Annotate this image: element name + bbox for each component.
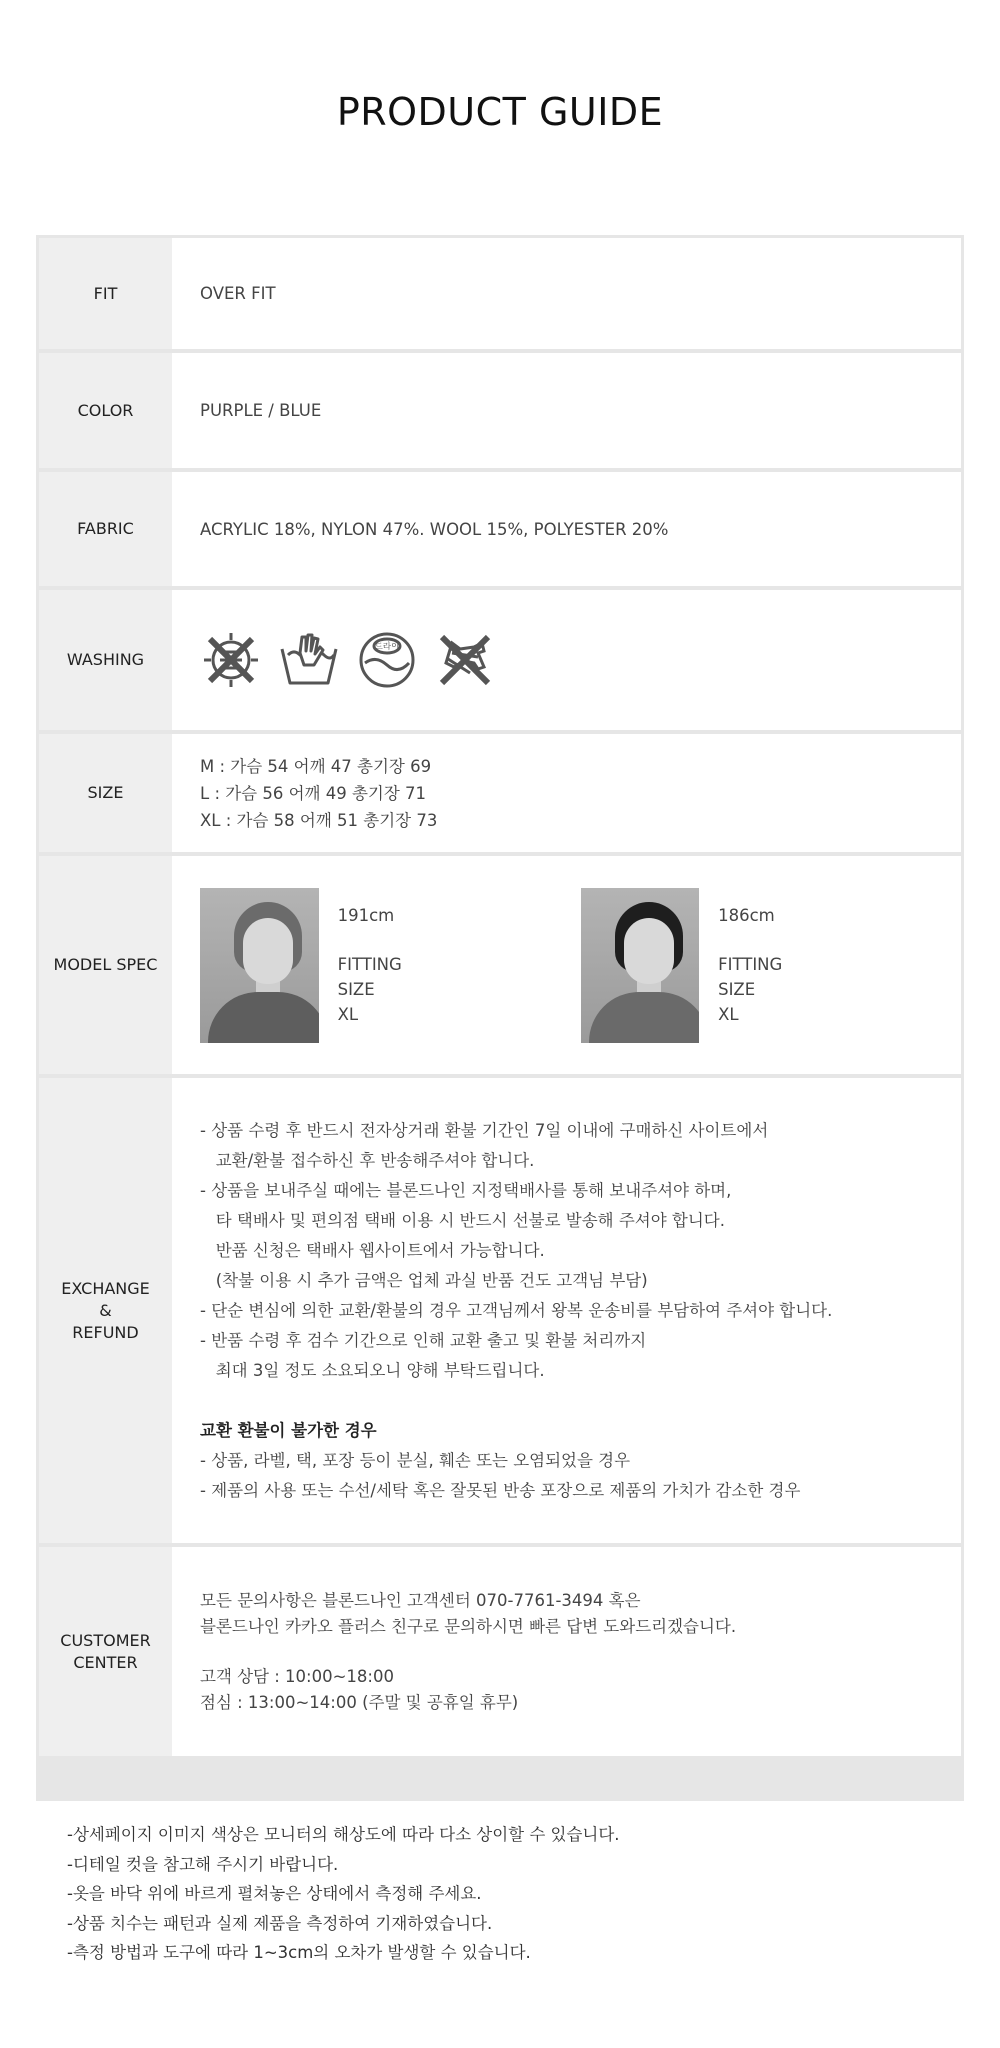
customer-center-line: 모든 문의사항은 블론드나인 고객센터 070-7761-3494 혹은 bbox=[200, 1590, 641, 1610]
unavailable-line: - 제품의 사용 또는 수선/세탁 혹은 잘못된 반송 포장으로 제품의 가치가 감소한 경우 bbox=[200, 1480, 801, 1500]
exchange-line: 최대 3일 정도 소요되오니 양해 부탁드립니다. bbox=[200, 1360, 545, 1380]
exchange-value bbox=[172, 1078, 961, 1543]
model-1-fitting-size: XL bbox=[337, 1005, 359, 1024]
exchange-line: - 상품 수령 후 반드시 전자상거래 환불 기간인 7일 이내에 구매하신 사이트에서 bbox=[200, 1120, 769, 1140]
notes bbox=[67, 1820, 620, 1968]
size-value bbox=[172, 734, 961, 852]
unavailable-line: - 상품, 라벨, 택, 포장 등이 분실, 훼손 또는 오염되었을 경우 bbox=[200, 1450, 631, 1470]
model-2-fitting-size: XL bbox=[718, 1005, 739, 1024]
model-2-height: 186cm bbox=[718, 906, 775, 925]
customer-hours: 고객 상담 : 10:00~18:00 bbox=[200, 1666, 394, 1686]
exchange-label-line-3: REFUND bbox=[72, 1322, 139, 1342]
customer-center-value bbox=[172, 1547, 961, 1756]
washing-icons bbox=[172, 590, 961, 730]
size-l: L : 가슴 56 어깨 49 총기장 71 bbox=[200, 783, 427, 803]
no-bleach-icon bbox=[434, 629, 496, 691]
model-2 bbox=[581, 888, 812, 1043]
customer-center-label-line-2: CENTER bbox=[73, 1652, 138, 1672]
color-value: PURPLE / BLUE bbox=[172, 353, 961, 468]
note-item: -측정 방법과 도구에 따라 1~3cm의 오차가 발생할 수 있습니다. bbox=[67, 1943, 531, 1962]
note-item: -옷을 바닥 위에 바르게 펼쳐놓은 상태에서 측정해 주세요. bbox=[67, 1884, 482, 1903]
customer-center-label bbox=[39, 1547, 172, 1756]
fabric-label: FABRIC bbox=[39, 472, 172, 586]
model-1-height: 191cm bbox=[337, 906, 395, 925]
exchange-label-line-1: EXCHANGE bbox=[61, 1278, 150, 1298]
fabric-value: ACRYLIC 18%, NYLON 47%. WOOL 15%, POLYESTER 20% bbox=[172, 472, 961, 586]
note-item: -디테일 컷을 참고해 주시기 바랍니다. bbox=[67, 1854, 339, 1874]
model-2-fitting-label: FITTING SIZE bbox=[718, 955, 783, 999]
model-spec-label: MODEL SPEC bbox=[39, 856, 172, 1074]
fit-value: OVER FIT bbox=[172, 238, 961, 349]
washing-label: WASHING bbox=[39, 590, 172, 730]
size-xl: XL : 가슴 58 어깨 51 총기장 73 bbox=[200, 810, 438, 830]
dry-clean-text: 드라이 bbox=[374, 642, 400, 652]
fit-label: FIT bbox=[39, 238, 172, 349]
customer-center-label-line-1: CUSTOMER bbox=[60, 1630, 151, 1650]
model-1-photo bbox=[200, 888, 319, 1043]
model-spec-value bbox=[172, 856, 961, 1074]
no-tumble-dry-icon bbox=[200, 629, 262, 691]
size-label: SIZE bbox=[39, 734, 172, 852]
note-item: -상품 치수는 패턴과 실제 제품을 측정하여 기재하였습니다. bbox=[67, 1913, 493, 1933]
exchange-label-line-2: & bbox=[99, 1300, 112, 1320]
model-1-fitting-label: FITTING SIZE bbox=[337, 955, 402, 999]
product-guide-table bbox=[36, 235, 964, 1801]
color-label: COLOR bbox=[39, 353, 172, 468]
hand-wash-icon bbox=[278, 629, 340, 691]
exchange-line: - 반품 수령 후 검수 기간으로 인해 교환 출고 및 환불 처리까지 bbox=[200, 1330, 647, 1350]
customer-lunch: 점심 : 13:00~14:00 (주말 및 공휴일 휴무) bbox=[200, 1692, 519, 1712]
size-m: M : 가슴 54 어깨 47 총기장 69 bbox=[200, 756, 432, 776]
unavailable-heading: 교환 환불이 불가한 경우 bbox=[200, 1420, 377, 1440]
exchange-line: 반품 신청은 택배사 웹사이트에서 가능합니다. bbox=[200, 1240, 545, 1260]
exchange-line: - 상품을 보내주실 때에는 블론드나인 지정택배사를 통해 보내주셔야 하며, bbox=[200, 1180, 732, 1200]
dry-clean-icon bbox=[356, 629, 418, 691]
exchange-line: 교환/환불 접수하신 후 반송해주셔야 합니다. bbox=[200, 1150, 535, 1170]
customer-center-line: 블론드나인 카카오 플러스 친구로 문의하시면 빠른 답변 도와드리겠습니다. bbox=[200, 1616, 737, 1636]
page-title: PRODUCT GUIDE bbox=[336, 90, 664, 134]
note-item: -상세페이지 이미지 색상은 모니터의 해상도에 따라 다소 상이할 수 있습니다. bbox=[67, 1825, 620, 1844]
model-1 bbox=[200, 888, 431, 1043]
exchange-label bbox=[39, 1078, 172, 1543]
exchange-line: 타 택배사 및 편의점 택배 이용 시 반드시 선불로 발송해 주셔야 합니다. bbox=[200, 1210, 725, 1230]
exchange-line: (착불 이용 시 추가 금액은 업체 과실 반품 건도 고객님 부담) bbox=[200, 1270, 648, 1290]
exchange-line: - 단순 변심에 의한 교환/환불의 경우 고객님께서 왕복 운송비를 부담하여 주셔야 합니다. bbox=[200, 1300, 833, 1320]
model-2-photo bbox=[581, 888, 700, 1043]
